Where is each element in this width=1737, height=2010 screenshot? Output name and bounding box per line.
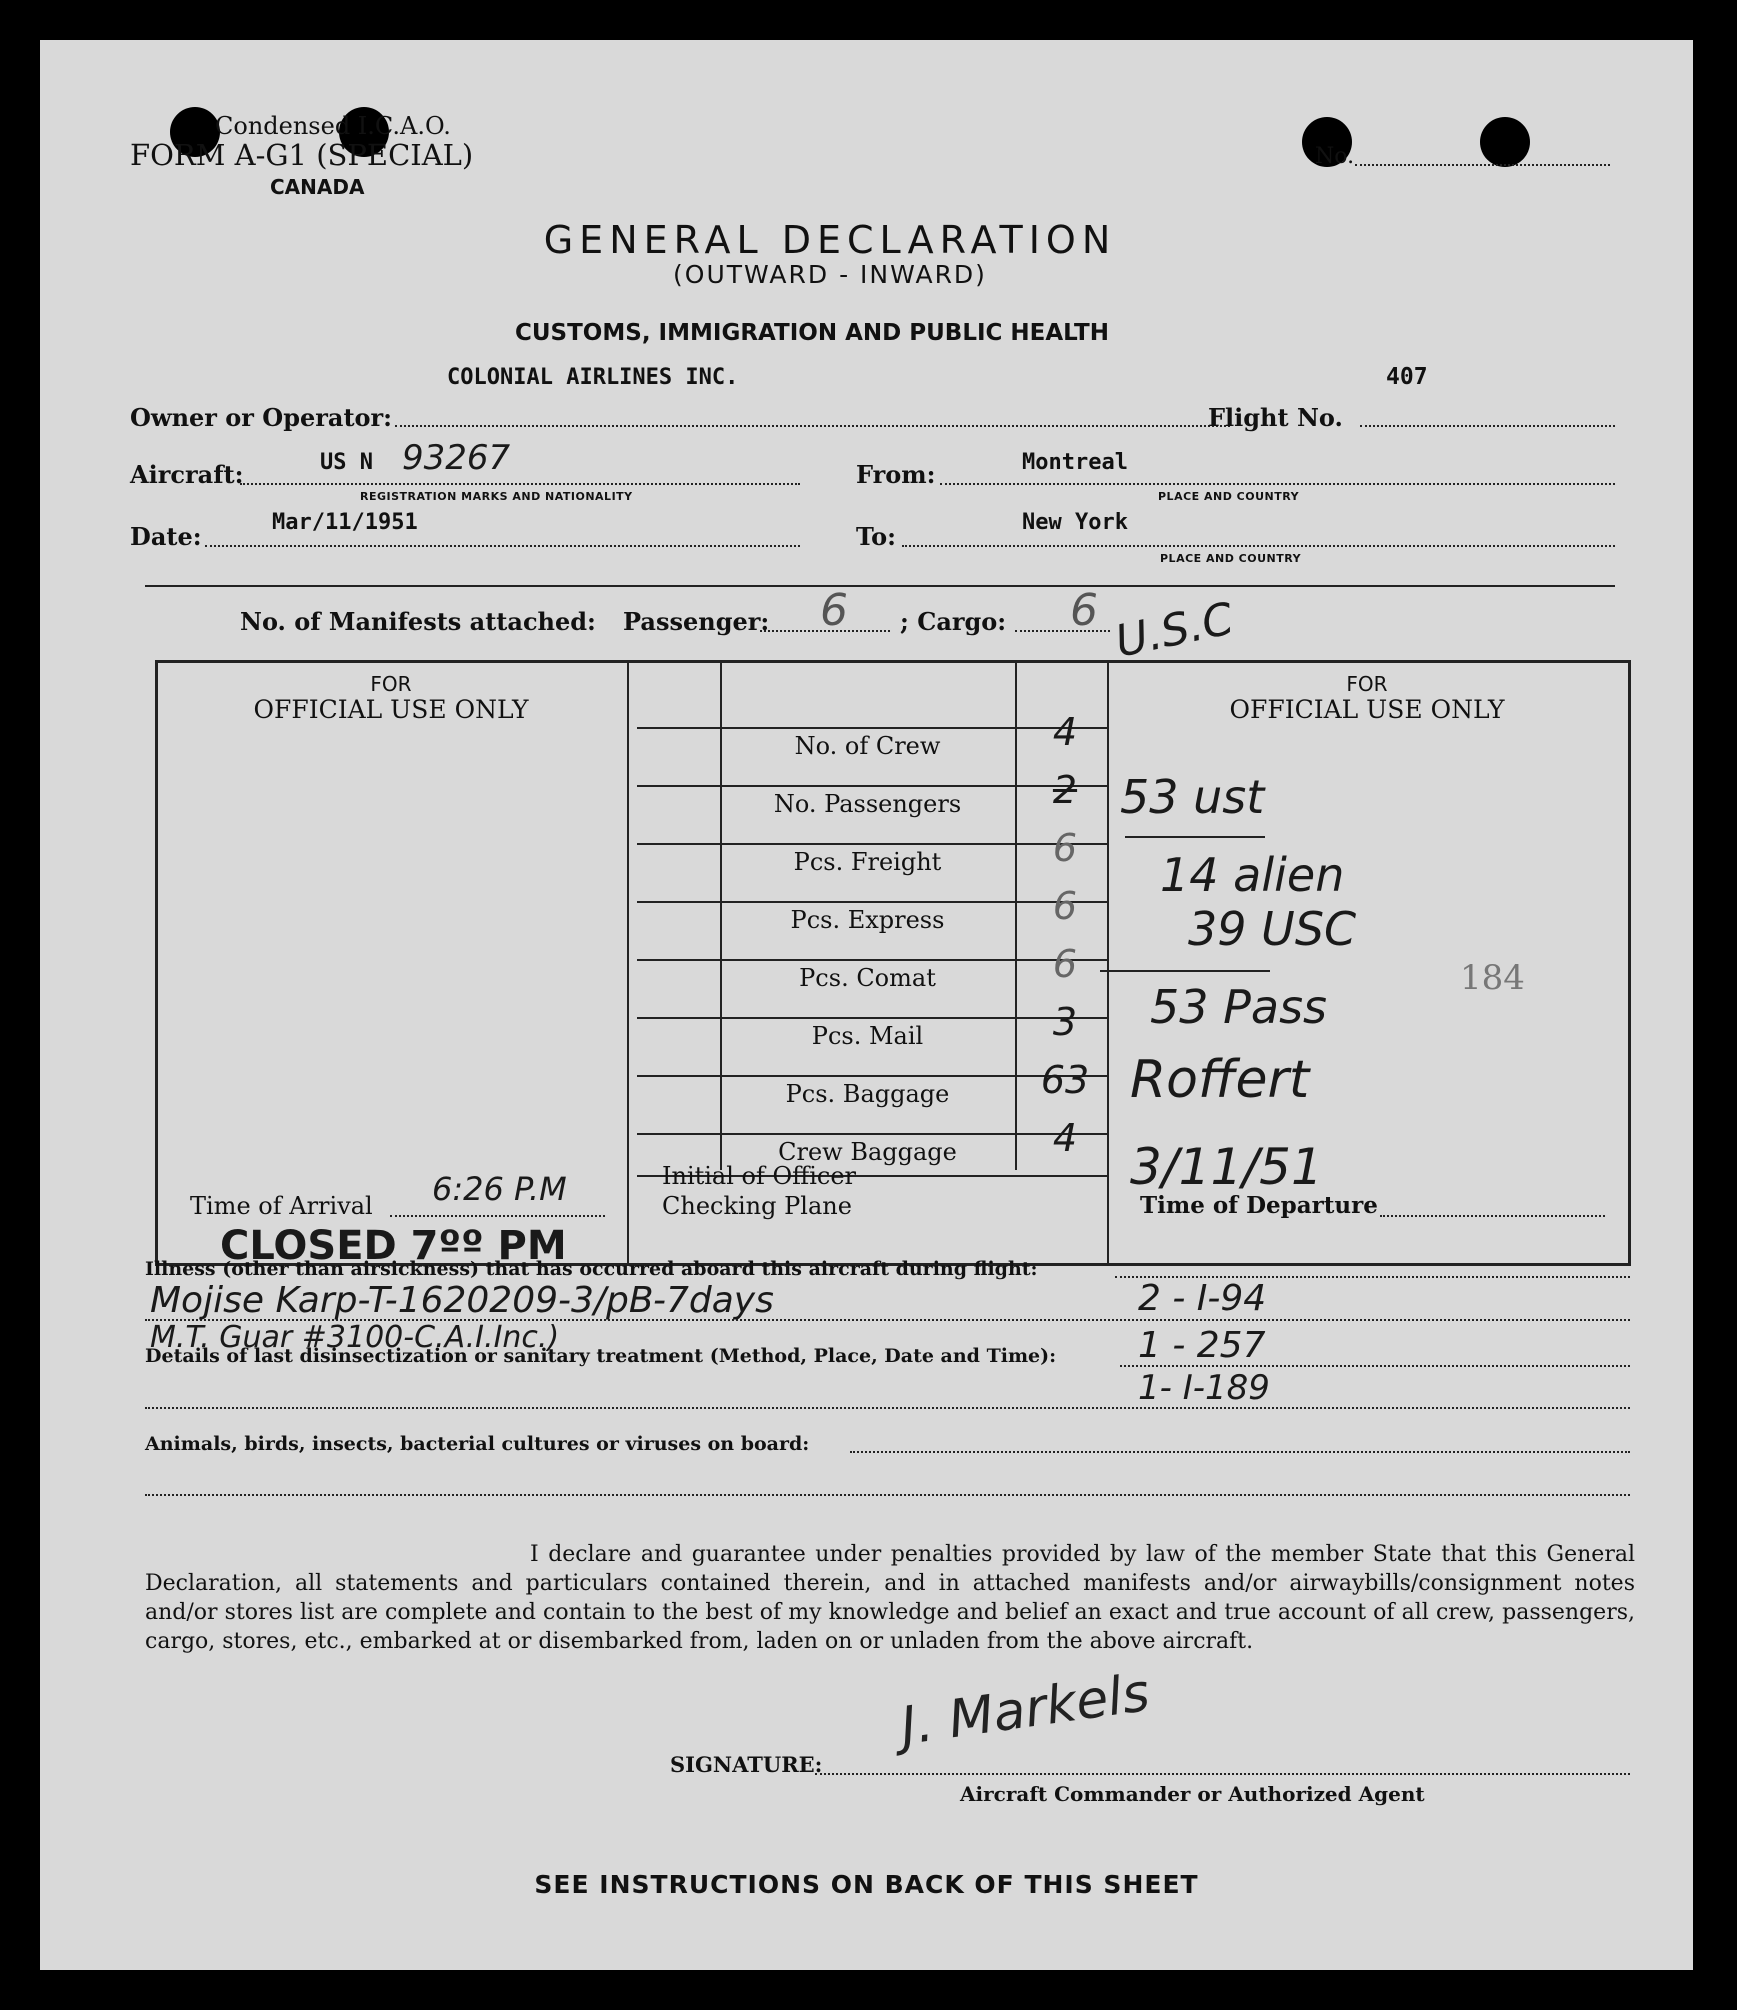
date-label: Date: (130, 522, 202, 551)
page-subtitle: (OUTWARD - INWARD) (673, 260, 987, 289)
aircraft-prefix: US N (320, 450, 373, 475)
row-label-comat: Pcs. Comat (799, 964, 936, 992)
agencies-line: CUSTOMS, IMMIGRATION AND PUBLIC HEALTH (515, 320, 1109, 346)
date-field-line (205, 545, 800, 547)
row-label-baggage: Pcs. Baggage (785, 1080, 950, 1108)
cargo-note: U.S.C (1110, 593, 1238, 668)
signature-field-line (815, 1773, 1630, 1775)
form-id: FORM A-G1 (SPECIAL) (130, 138, 474, 172)
flight-field-line (1360, 425, 1615, 427)
passenger-manifest-value: 6 (820, 585, 848, 636)
aircraft-field-line (240, 483, 800, 485)
left-official-head2: OFFICIAL USE ONLY (253, 695, 529, 724)
illness-tally-3: 1- I-189 (1138, 1368, 1270, 1408)
date-value: Mar/11/1951 (272, 510, 418, 535)
value-crew-baggage: 4 (1052, 1116, 1078, 1160)
illness-label: Illness (other than airsickness) that has occurred aboard this aircraft during flight: (145, 1258, 1038, 1280)
arrival-field-line (390, 1215, 605, 1217)
aircraft-caption: REGISTRATION MARKS AND NATIONALITY (360, 490, 633, 503)
animals-label: Animals, birds, insects, bacterial cultures or viruses on board: (145, 1433, 810, 1455)
value-crew: 4 (1052, 710, 1078, 754)
official-note: 53 Pass (1150, 980, 1328, 1034)
to-caption: PLACE AND COUNTRY (1160, 552, 1302, 565)
value-freight: 6 (1052, 826, 1078, 870)
from-caption: PLACE AND COUNTRY (1158, 490, 1300, 503)
cargo-label: ; Cargo: (900, 607, 1007, 636)
illness-tally-2: 1 - 257 (1138, 1325, 1266, 1366)
no-label: No. (1315, 144, 1355, 169)
right-official-head2: OFFICIAL USE ONLY (1229, 695, 1505, 724)
punch-hole (1480, 117, 1530, 167)
passenger-label: Passenger: (623, 607, 770, 636)
from-value: Montreal (1022, 450, 1128, 475)
manifests-label: No. of Manifests attached: (240, 607, 596, 636)
row-label-mail: Pcs. Mail (811, 1022, 924, 1050)
to-label: To: (856, 522, 896, 551)
value-mail: 3 (1052, 1000, 1078, 1044)
table-divider (1107, 660, 1109, 1266)
value-passengers: 2 (1052, 768, 1078, 812)
table-divider (1015, 660, 1017, 1170)
departure-field-line (1380, 1215, 1605, 1217)
flight-value: 407 (1386, 364, 1428, 390)
official-note: 14 alien (1160, 848, 1345, 902)
row-label-express: Pcs. Express (790, 906, 945, 934)
condensed-label: Condensed I.C.A.O. (215, 112, 451, 140)
row-label-crew: No. of Crew (794, 732, 941, 760)
value-comat: 6 (1052, 942, 1078, 986)
footer-instructions: SEE INSTRUCTIONS ON BACK OF THIS SHEET (534, 1870, 1199, 1899)
to-value: New York (1022, 510, 1128, 535)
initial-label-2: Checking Plane (662, 1192, 852, 1220)
signature-caption: Aircraft Commander or Authorized Agent (960, 1782, 1425, 1806)
flight-label: Flight No. (1208, 403, 1343, 432)
note-underline (1125, 836, 1265, 838)
animals-field-line (850, 1451, 1630, 1453)
animals-field-line-2 (145, 1494, 1630, 1496)
document-page (40, 40, 1693, 1970)
left-official-head1: FOR (370, 672, 412, 696)
official-date-note: 3/11/51 (1130, 1138, 1323, 1196)
illness-entry-1: Mojise Karp-T-1620209-3/pB-7days (150, 1280, 774, 1321)
official-note: 53 ust (1120, 770, 1265, 824)
to-field-line (902, 545, 1615, 547)
owner-value: COLONIAL AIRLINES INC. (447, 365, 739, 390)
owner-field-line (395, 425, 1230, 427)
aircraft-label: Aircraft: (130, 460, 244, 489)
official-signature-note: Roffert (1130, 1050, 1310, 1110)
arrival-value: 6:26 P.M (432, 1170, 567, 1208)
illness-tally-1: 2 - I-94 (1138, 1278, 1267, 1319)
departure-label: Time of Departure (1140, 1192, 1378, 1219)
initial-label-1: Initial of Officer (662, 1162, 857, 1190)
closed-note: CLOSED 7ºº PM (220, 1223, 567, 1269)
owner-label: Owner or Operator: (130, 403, 393, 432)
no-field-line (1355, 164, 1610, 166)
right-official-head1: FOR (1346, 672, 1388, 696)
note-underline (1100, 970, 1270, 972)
country-label: CANADA (270, 175, 365, 199)
row-label-passengers: No. Passengers (773, 790, 962, 818)
signature-handwritten: J. Markels (897, 1662, 1154, 1758)
row-label-freight: Pcs. Freight (793, 848, 942, 876)
value-express: 6 (1052, 884, 1078, 928)
arrival-label: Time of Arrival (190, 1192, 373, 1220)
stamp-number: 184 (1460, 958, 1525, 998)
details-label: Details of last disinsectization or sanitary treatment (Method, Place, Date and Time): (145, 1345, 1057, 1367)
details-field-line-2 (145, 1407, 1630, 1409)
section-divider (145, 585, 1615, 587)
table-divider (627, 660, 629, 1266)
illness-entry-2: M.T. Guar #3100-C.A.I.Inc.) (150, 1320, 560, 1355)
aircraft-number: 93267 (402, 438, 511, 478)
declaration-text: I declare and guarantee under penalties provided by law of the member State that this General Declaration, all statements and particulars contained therein, and in attached manifests and/or airwaybills/consignment notes and/or stores list are complete and contain to the best of my knowledge and belief an exact and true account of all crew, passengers, cargo, stores, etc., embarked at or disembarked from, laden on or unladen from the above aircraft. (145, 1542, 1635, 1654)
row-label-crew-baggage: Crew Baggage (778, 1138, 957, 1166)
official-note: 39 USC (1188, 902, 1357, 956)
value-baggage: 63 (1040, 1058, 1090, 1102)
signature-label: SIGNATURE: (670, 1752, 823, 1777)
from-label: From: (856, 460, 936, 489)
from-field-line (940, 483, 1615, 485)
cargo-manifest-value: 6 (1070, 585, 1098, 636)
page-title: GENERAL DECLARATION (543, 218, 1117, 262)
